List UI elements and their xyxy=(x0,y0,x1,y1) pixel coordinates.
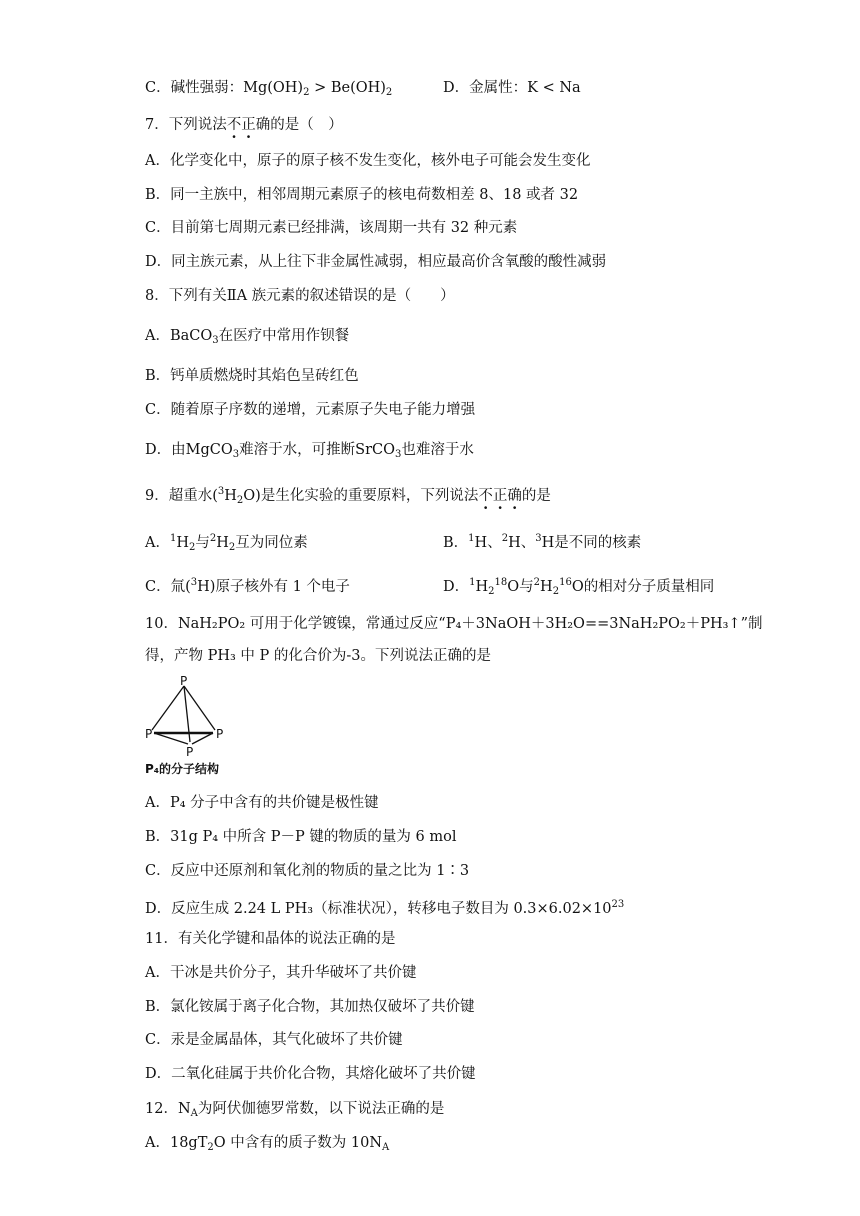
q11-option-a: A．干冰是共价分子，其升华破坏了共价键 xyxy=(145,965,417,981)
figure-caption: P₄的分子结构 xyxy=(145,762,220,776)
q10-option-b: B．31g P₄ 中所含 P－P 键的物质的量为 6 mol xyxy=(145,829,457,845)
atom-label-p: P xyxy=(216,727,224,741)
bond-line xyxy=(154,733,188,744)
q11-option-b: B．氯化铵属于离子化合物，其加热仅破坏了共价键 xyxy=(145,999,475,1015)
q9-option-c: C．氚($^3$H)原子核外有 1 个电子 xyxy=(145,577,350,595)
q9-option-b: B．$^1$H、$^2$H、$^3$H是不同的核素 xyxy=(443,533,642,551)
q7-option-d: D．同主族元素，从上往下非金属性减弱，相应最高价含氧酸的酸性减弱 xyxy=(145,254,607,270)
q9-option-d: D．$^1H_2^{18}O$与$^2H_2^{16}O$的相对分子质量相同 xyxy=(443,577,715,597)
q8-option-a: A．BaCO$_3$在医疗中常用作钡餐 xyxy=(145,328,350,346)
q7-option-c: C．目前第七周期元素已经排满，该周期一共有 32 种元素 xyxy=(145,220,518,236)
atom-label-p: P xyxy=(180,674,188,688)
q8-option-b: B．钙单质燃烧时其焰色呈砖红色 xyxy=(145,368,359,384)
q12-option-a: A．$18gT_2O$ 中含有的质子数为 $10N_A$ xyxy=(145,1135,390,1153)
q10-stem-line2: 得，产物 PH₃ 中 P 的化合价为-3。下列说法正确的是 xyxy=(145,648,492,664)
q8-option-d: D．由MgCO$_3$难溶于水，可推断SrCO$_3$也难溶于水 xyxy=(145,442,474,460)
atom-label-p: P xyxy=(145,727,153,741)
q10-option-c: C．反应中还原剂和氧化剂的物质的量之比为 1∶3 xyxy=(145,863,470,879)
bond-line xyxy=(192,733,213,744)
q6-option-d: D．金属性：K < Na xyxy=(443,80,581,96)
q11-stem: 11．有关化学键和晶体的说法正确的是 xyxy=(145,931,396,947)
q7-stem: 7．下列说法不正确的是（ ） xyxy=(145,117,343,133)
q8-option-c: C．随着原子序数的递增，元素原子失电子能力增强 xyxy=(145,402,476,418)
atom-label-p: P xyxy=(186,745,194,759)
q7-option-b: B．同一主族中，相邻周期元素原子的核电荷数相差 8、18 或者 32 xyxy=(145,187,579,203)
q8-stem: 8．下列有关ⅡA 族元素的叙述错误的是（ ） xyxy=(145,288,455,304)
q10-option-a: A．P₄ 分子中含有的共价键是极性键 xyxy=(145,795,379,811)
q7-option-a: A．化学变化中，原子的原子核不发生变化，核外电子可能会发生变化 xyxy=(145,153,591,169)
q10-stem-line1: 10．NaH₂PO₂ 可用于化学镀镍，常通过反应“P₄＋3NaOH＋3H₂O==3NaH₂PO₂＋PH₃↑”制 xyxy=(145,616,763,632)
q9-option-a: A．$^1H_2$与$^2H_2$互为同位素 xyxy=(145,533,308,553)
q9-stem: 9．超重水$(^3H_2O)$是生化实验的重要原料，下列说法不正确的是 xyxy=(145,486,551,506)
q6-option-c: C．碱性强弱：$Mg(OH)_2 > Be(OH)_2$ xyxy=(145,80,393,98)
q11-option-c: C．汞是金属晶体，其气化破坏了共价键 xyxy=(145,1032,403,1048)
q12-stem: 12．$N_A$为阿伏伽德罗常数，以下说法正确的是 xyxy=(145,1101,445,1119)
bond-line xyxy=(152,686,184,730)
q10-option-d: D．反应生成 2.24 L PH₃（标准状况），转移电子数目为 $0.3\times 6.02\times 10^{23}$ xyxy=(145,899,625,917)
q11-option-d: D．二氧化硅属于共价化合物，其熔化破坏了共价键 xyxy=(145,1066,476,1082)
